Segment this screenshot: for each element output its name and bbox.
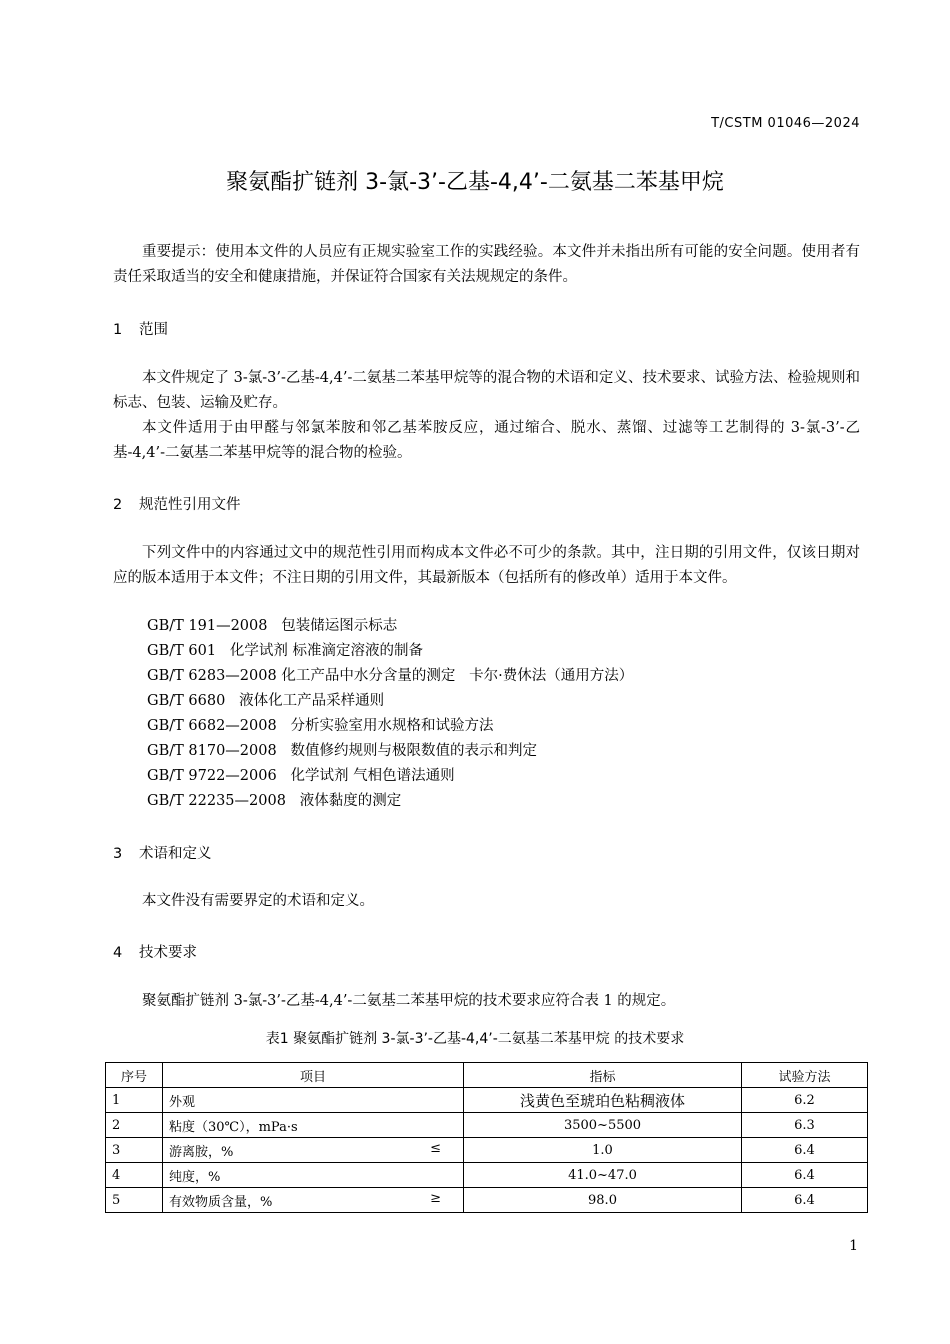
- cell-indicator: 41.0~47.0: [464, 1163, 742, 1188]
- scope-paragraph-2: 本文件适用于由甲醛与邻氯苯胺和邻乙基苯胺反应，通过缩合、脱水、蒸馏、过滤等工艺制得的 3-氯-3’-乙基-4,4’-二氨基二苯基甲烷等的混合物的检验。: [113, 420, 860, 461]
- page-number: 1: [849, 1238, 858, 1254]
- cell-indicator: 98.0: [464, 1188, 742, 1213]
- table-row: [106, 1088, 868, 1113]
- section-number: 2: [113, 497, 123, 513]
- section-title: 范围: [139, 322, 168, 338]
- document-code: T/CSTM 01046—2024: [711, 116, 860, 131]
- header-indicator: 指标: [464, 1063, 742, 1088]
- table-caption: 表1 聚氨酯扩链剂 3-氯-3’-乙基-4,4’-二氨基二苯基甲烷 的技术要求: [265, 1031, 685, 1047]
- reference-item: GB/T 6682—2008 分析实验室用水规格和试验方法: [147, 718, 494, 734]
- requirements-paragraph: 聚氨酯扩链剂 3-氯-3’-乙基-4,4’-二氨基二苯基甲烷的技术要求应符合表 1 的规定。: [142, 993, 676, 1009]
- item-label: 游离胺，%: [169, 1144, 234, 1160]
- header-no: 序号: [106, 1063, 163, 1088]
- table-row: [106, 1113, 868, 1138]
- safety-notice: 重要提示：使用本文件的人员应有正规实验室工作的实践经验。本文件并未指出所有可能的安全问题。使用者有责任采取适当的安全和健康措施，并保证符合国家有关法规规定的条件。: [113, 244, 860, 285]
- limit-symbol: [441, 1091, 457, 1110]
- cell-no: 5: [106, 1188, 163, 1213]
- table-row: [106, 1188, 868, 1213]
- cell-no: 3: [106, 1138, 163, 1163]
- cell-item: [163, 1088, 464, 1113]
- limit-symbol: ≤: [430, 1140, 441, 1156]
- reference-item: GB/T 601 化学试剂 标准滴定溶液的制备: [147, 643, 424, 659]
- references-intro-paragraph: 下列文件中的内容通过文中的规范性引用而构成本文件必不可少的条款。其中，注日期的引用文件，仅该日期对应的版本适用于本文件；不注日期的引用文件，其最新版本（包括所有的修改单）适用于本文件。: [113, 545, 860, 586]
- cell-no: 4: [106, 1163, 163, 1188]
- section-1-heading: [113, 318, 168, 339]
- section-2-heading: [113, 493, 241, 514]
- item-label: 有效物质含量，%: [169, 1194, 273, 1210]
- cell-no: 2: [106, 1113, 163, 1138]
- section-number: 4: [113, 945, 123, 961]
- cell-item: [163, 1138, 464, 1163]
- cell-indicator: 1.0: [464, 1138, 742, 1163]
- cell-no: 1: [106, 1088, 163, 1113]
- section-title: 规范性引用文件: [139, 497, 241, 513]
- cell-method: 6.3: [742, 1113, 868, 1138]
- section-title: 技术要求: [139, 945, 197, 961]
- item-label: 外观: [169, 1094, 196, 1110]
- section-4-heading: [113, 941, 197, 962]
- requirements-table: [105, 1062, 868, 1213]
- cell-item: [163, 1188, 464, 1213]
- limit-symbol: [441, 1166, 457, 1185]
- cell-method: 6.4: [742, 1188, 868, 1213]
- cell-item: [163, 1163, 464, 1188]
- document-title: 聚氨酯扩链剂 3-氯-3’-乙基-4,4’-二氨基二苯基甲烷: [226, 170, 724, 195]
- reference-item: GB/T 6680 液体化工产品采样通则: [147, 693, 385, 709]
- section-title: 术语和定义: [139, 846, 212, 862]
- section-3-heading: [113, 842, 212, 863]
- cell-method: 6.2: [742, 1088, 868, 1113]
- scope-paragraph-1: 本文件规定了 3-氯-3’-乙基-4,4’-二氨基二苯基甲烷等的混合物的术语和定义、技术要求、试验方法、检验规则和标志、包装、运输及贮存。: [113, 370, 860, 411]
- limit-symbol: [441, 1116, 457, 1135]
- section-number: 1: [113, 322, 123, 338]
- header-method: 试验方法: [742, 1063, 868, 1088]
- reference-item: GB/T 6283—2008 化工产品中水分含量的测定 卡尔·费休法（通用方法）: [147, 668, 634, 684]
- item-label: 粘度（30℃），mPa·s: [169, 1119, 298, 1135]
- reference-item: GB/T 8170—2008 数值修约规则与极限数值的表示和判定: [147, 743, 538, 759]
- cell-method: 6.4: [742, 1163, 868, 1188]
- section-number: 3: [113, 846, 123, 862]
- table-row: [106, 1163, 868, 1188]
- reference-item: GB/T 9722—2006 化学试剂 气相色谱法通则: [147, 768, 455, 784]
- reference-list: [147, 614, 633, 814]
- limit-symbol: ≥: [430, 1190, 441, 1206]
- reference-item: GB/T 22235—2008 液体黏度的测定: [147, 793, 402, 809]
- terms-paragraph: 本文件没有需要界定的术语和定义。: [142, 893, 374, 909]
- cell-indicator: 3500~5500: [464, 1113, 742, 1138]
- header-item: 项目: [163, 1063, 464, 1088]
- cell-method: 6.4: [742, 1138, 868, 1163]
- cell-indicator: 浅黄色至琥珀色粘稠液体: [464, 1088, 742, 1113]
- table-header-row: [106, 1063, 868, 1088]
- cell-item: [163, 1113, 464, 1138]
- table-row: [106, 1138, 868, 1163]
- reference-item: GB/T 191—2008 包装储运图示标志: [147, 618, 398, 634]
- item-label: 纯度，%: [169, 1169, 221, 1185]
